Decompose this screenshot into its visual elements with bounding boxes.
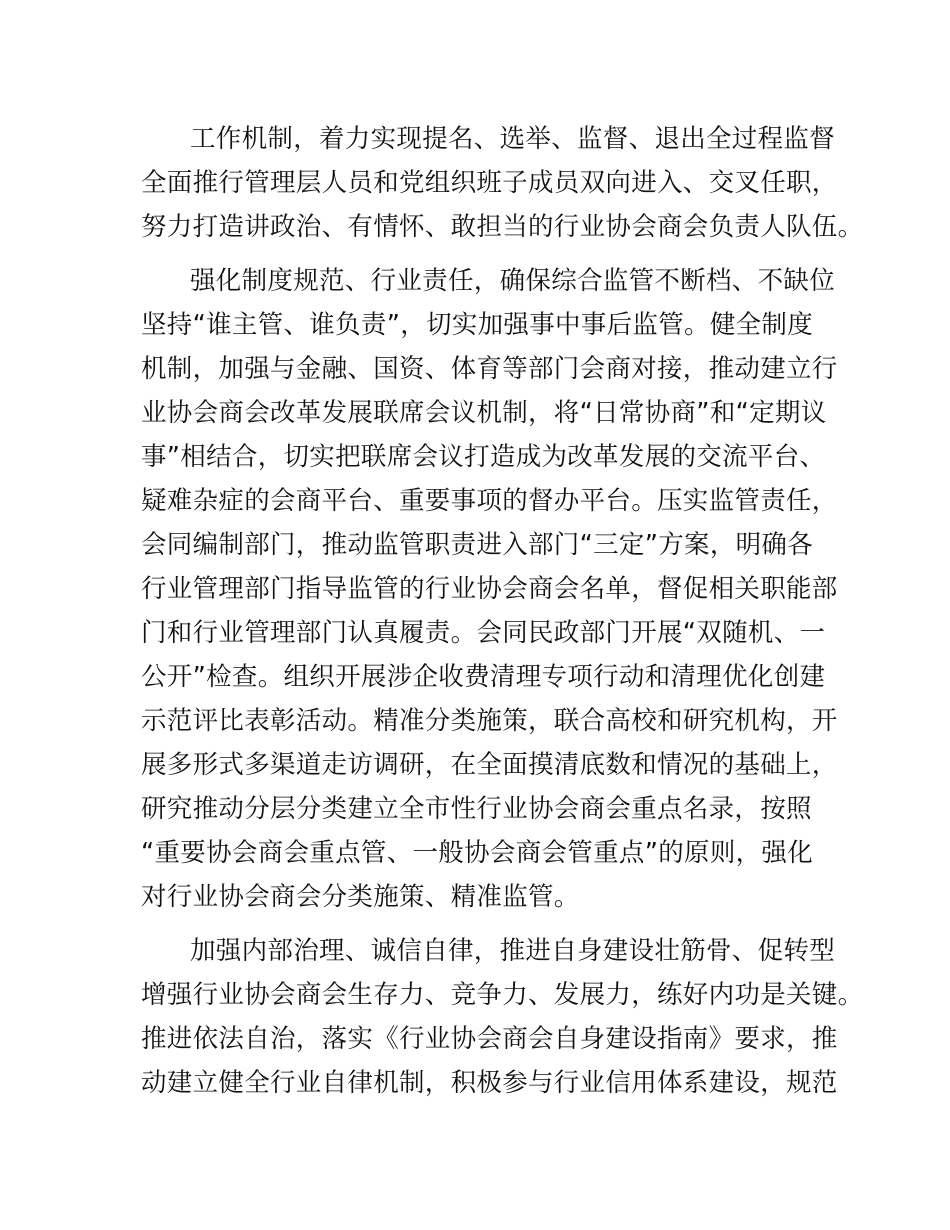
text-line: 增强行业协会商会生存力、竞争力、发展力，练好内功是关键。 <box>141 980 864 1010</box>
text-line: 事”相结合，切实把联席会议打造成为改革发展的交流平台、 <box>141 442 826 472</box>
text-line: 会同编制部门，推动监管职责进入部门“三定”方案，明确各 <box>141 530 814 560</box>
paragraph-2 <box>141 259 841 919</box>
text-line: 坚持“谁主管、谁负责”，切实加强事中事后监管。健全制度 <box>141 310 814 340</box>
text-line: 努力打造讲政治、有情怀、敢担当的行业协会商会负责人队伍。 <box>141 212 864 242</box>
text-line: 门和行业管理部门认真履责。会同民政部门开展“双随机、一 <box>141 618 826 648</box>
text-line: 展多形式多渠道走访调研，在全面摸清底数和情况的基础上， <box>141 750 838 780</box>
text-line: “重要协会商会重点管、一般协会商会管重点”的原则，强化 <box>141 838 814 868</box>
text-line: 加强内部治理、诚信自律，推进自身建设壮筋骨、促转型 <box>190 936 836 966</box>
text-line: 研究推动分层分类建立全市性行业协会商会重点名录，按照 <box>141 794 812 824</box>
text-line: 动建立健全行业自律机制，积极参与行业信用体系建设，规范 <box>141 1068 838 1098</box>
text-line: 疑难杂症的会商平台、重要事项的督办平台。压实监管责任， <box>141 486 838 516</box>
text-line: 对行业协会商会分类施策、精准监管。 <box>141 882 580 912</box>
text-line: 推进依法自治，落实《行业协会商会自身建设指南》要求，推 <box>141 1024 838 1054</box>
paragraph-3 <box>141 929 864 1105</box>
text-line: 全面推行管理层人员和党组织班子成员双向进入、交叉任职， <box>141 168 838 198</box>
text-line: 强化制度规范、行业责任，确保综合监管不断档、不缺位 <box>190 266 836 296</box>
text-line: 行业管理部门指导监管的行业协会商会名单，督促相关职能部 <box>141 574 838 604</box>
text-line: 业协会商会改革发展联席会议机制，将“日常协商”和“定期议 <box>141 398 827 428</box>
document-body <box>141 117 864 1115</box>
text-line: 示范评比表彰活动。精准分类施策，联合高校和研究机构，开 <box>141 706 838 736</box>
text-line: 工作机制，着力实现提名、选举、监督、退出全过程监督 <box>190 124 836 154</box>
text-line: 公开”检查。组织开展涉企收费清理专项行动和清理优化创建 <box>141 662 826 692</box>
paragraph-1 <box>141 117 864 249</box>
text-line: 机制，加强与金融、国资、体育等部门会商对接，推动建立行 <box>141 354 838 384</box>
